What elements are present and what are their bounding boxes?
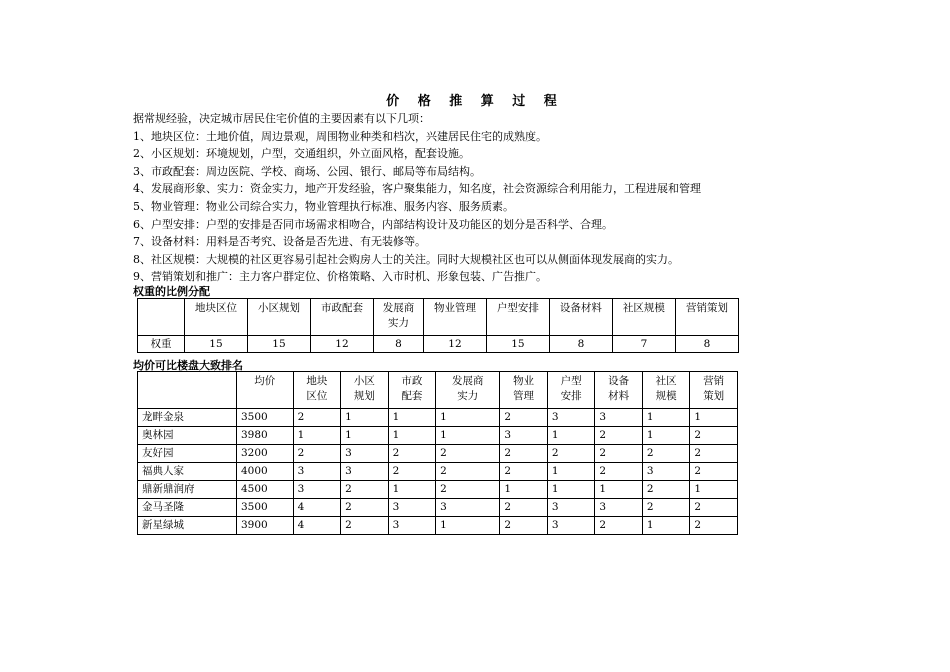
header-line: 社区	[655, 375, 677, 387]
factor-item: 8、社区规模：大规模的社区更容易引起社会购房人士的关注。同时大规模社区也可以从侧面体现发展商的实力。	[133, 252, 679, 266]
ranking-value-cell: 3	[341, 445, 389, 463]
header-line: 市政配套	[320, 302, 363, 314]
ranking-value-cell: 2	[500, 499, 548, 517]
ranking-value-cell: 1	[388, 481, 436, 499]
header-line: 区位	[306, 390, 328, 402]
ranking-value-cell: 1	[690, 481, 738, 499]
weights-value-cell: 15	[486, 336, 549, 353]
ranking-value-cell: 4	[293, 499, 341, 517]
ranking-header-cell	[237, 372, 294, 409]
ranking-value-cell: 2	[642, 499, 690, 517]
header-line: 设备	[608, 375, 630, 387]
ranking-value-cell: 3	[547, 499, 595, 517]
header-line: 物业管理	[433, 302, 476, 314]
factor-item: 1、地块区位：土地价值，周边景观，周围物业种类和档次，兴建居民住宅的成熟度。	[133, 129, 547, 143]
header-line: 小区规划	[257, 302, 300, 314]
header-line: 市政	[401, 375, 423, 387]
ranking-value-cell: 3	[341, 463, 389, 481]
ranking-header-cell	[341, 372, 389, 409]
ranking-value-cell: 1	[642, 517, 690, 535]
ranking-value-cell: 3	[388, 517, 436, 535]
document-title: 价 格 推 算 过 程	[386, 94, 564, 109]
ranking-header-cell	[642, 372, 690, 409]
factor-item: 5、物业管理：物业公司综合实力，物业管理执行标准、服务内容、服务质素。	[133, 199, 514, 213]
header-line: 策划	[703, 390, 725, 402]
header-line: 社区规模	[622, 302, 665, 314]
factor-item: 9、营销策划和推广：主力客户群定位、价格策略、入市时机、形象包装、广告推广。	[133, 270, 547, 284]
ranking-value-cell: 2	[595, 445, 643, 463]
table-row	[138, 499, 738, 517]
weights-value-cell: 15	[247, 336, 310, 353]
ranking-value-cell: 2	[500, 463, 548, 481]
ranking-value-cell: 1	[642, 427, 690, 445]
factor-item: 2、小区规划：环境规划，户型，交通组织，外立面风格，配套设施。	[133, 147, 470, 161]
project-name-cell: 新星绿城	[138, 517, 237, 535]
ranking-value-cell: 1	[595, 481, 643, 499]
ranking-value-cell: 2	[595, 427, 643, 445]
ranking-value-cell: 3	[642, 463, 690, 481]
weights-value-cell: 8	[675, 336, 738, 353]
ranking-section-title: 均价可比楼盘大致排名	[133, 359, 243, 372]
ranking-value-cell: 2	[388, 445, 436, 463]
weights-value-cell: 8	[549, 336, 612, 353]
project-name-cell: 龙畔金泉	[138, 409, 237, 427]
header-line: 设备材料	[559, 302, 602, 314]
weights-header-cell	[423, 299, 486, 336]
ranking-value-cell: 2	[690, 445, 738, 463]
ranking-value-cell: 3	[436, 499, 500, 517]
table-row	[138, 481, 738, 499]
table-row	[138, 409, 738, 427]
ranking-value-cell: 1	[436, 427, 500, 445]
ranking-value-cell: 2	[690, 517, 738, 535]
header-line: 物业	[513, 375, 535, 387]
factor-item: 7、设备材料：用料是否考究、设备是否先进、有无装修等。	[133, 235, 426, 249]
ranking-table	[137, 371, 738, 535]
header-line: 户型安排	[496, 302, 539, 314]
factor-item: 6、户型安排：户型的安排是否同市场需求相吻合，内部结构设计及功能区的划分是否科学、合理。	[133, 217, 613, 231]
ranking-value-cell: 1	[341, 409, 389, 427]
ranking-header-cell	[436, 372, 500, 409]
ranking-value-cell: 3980	[237, 427, 294, 445]
header-line: 规划	[353, 390, 375, 402]
ranking-value-cell: 3900	[237, 517, 294, 535]
weights-header-row	[138, 299, 739, 336]
weights-section-title: 权重的比例分配	[133, 285, 210, 298]
ranking-value-cell: 1	[436, 517, 500, 535]
ranking-header-cell	[388, 372, 436, 409]
ranking-value-cell: 2	[436, 463, 500, 481]
ranking-header-cell	[547, 372, 595, 409]
weights-header-cell	[247, 299, 310, 336]
header-line: 发展商	[382, 302, 415, 314]
weights-value-row	[138, 336, 739, 353]
ranking-value-cell: 3	[595, 409, 643, 427]
header-line: 营销	[703, 375, 725, 387]
weights-value-cell: 7	[612, 336, 675, 353]
ranking-value-cell: 4	[293, 517, 341, 535]
ranking-value-cell: 1	[642, 409, 690, 427]
factor-item: 4、发展商形象、实力：资金实力，地产开发经验，客户聚集能力，知名度，社会资源综合利用能力，工程进展和管理	[133, 182, 701, 196]
ranking-value-cell: 1	[293, 427, 341, 445]
ranking-value-cell: 1	[500, 481, 548, 499]
header-line: 实力	[457, 390, 479, 402]
factor-item: 3、市政配套：周边医院、学校、商场、公园、银行、邮局等布局结构。	[133, 164, 481, 178]
ranking-value-cell: 2	[341, 481, 389, 499]
ranking-value-cell: 3	[500, 427, 548, 445]
project-name-cell: 奥林园	[138, 427, 237, 445]
weights-header-cell	[310, 299, 373, 336]
ranking-value-cell: 2	[642, 481, 690, 499]
ranking-value-cell: 1	[341, 427, 389, 445]
weights-value-cell: 8	[373, 336, 423, 353]
ranking-value-cell: 2	[500, 409, 548, 427]
ranking-value-cell: 3500	[237, 499, 294, 517]
weights-row-label: 权重	[138, 336, 185, 353]
ranking-value-cell: 4000	[237, 463, 294, 481]
header-line: 地块	[306, 375, 328, 387]
weights-header-cell	[549, 299, 612, 336]
header-line: 材料	[608, 390, 630, 402]
ranking-value-cell: 2	[690, 427, 738, 445]
header-line: 户型	[560, 375, 582, 387]
ranking-value-cell: 2	[547, 445, 595, 463]
ranking-header-cell	[500, 372, 548, 409]
header-line: 发展商	[451, 375, 484, 387]
header-line: 规模	[655, 390, 677, 402]
ranking-header-cell	[690, 372, 738, 409]
table-row	[138, 463, 738, 481]
header-line: 管理	[513, 390, 535, 402]
ranking-corner-cell	[138, 372, 237, 409]
ranking-value-cell: 3	[293, 481, 341, 499]
weights-header-cell	[185, 299, 248, 336]
ranking-value-cell: 3	[547, 517, 595, 535]
project-name-cell: 友好园	[138, 445, 237, 463]
project-name-cell: 鼎新鼎润府	[138, 481, 237, 499]
ranking-header-cell	[293, 372, 341, 409]
ranking-value-cell: 1	[690, 409, 738, 427]
ranking-value-cell: 1	[436, 409, 500, 427]
ranking-value-cell: 2	[341, 499, 389, 517]
ranking-value-cell: 3200	[237, 445, 294, 463]
ranking-value-cell: 3	[388, 499, 436, 517]
header-line: 小区	[353, 375, 375, 387]
weights-table	[137, 298, 739, 353]
ranking-value-cell: 4500	[237, 481, 294, 499]
weights-header-cell	[675, 299, 738, 336]
header-line: 配套	[401, 390, 423, 402]
ranking-value-cell: 2	[500, 517, 548, 535]
weights-corner-cell	[138, 299, 185, 336]
ranking-value-cell: 3500	[237, 409, 294, 427]
header-line: 营销策划	[685, 302, 728, 314]
ranking-value-cell: 2	[293, 409, 341, 427]
ranking-value-cell: 1	[388, 409, 436, 427]
header-line: 地块区位	[194, 302, 237, 314]
header-line: 实力	[387, 317, 409, 329]
ranking-value-cell: 2	[341, 517, 389, 535]
ranking-value-cell: 2	[436, 481, 500, 499]
ranking-header-cell	[595, 372, 643, 409]
ranking-header-row	[138, 372, 738, 409]
weights-value-cell: 12	[423, 336, 486, 353]
weights-value-cell: 12	[310, 336, 373, 353]
ranking-value-cell: 1	[547, 463, 595, 481]
ranking-value-cell: 1	[388, 427, 436, 445]
ranking-value-cell: 2	[436, 445, 500, 463]
intro-text: 据常规经验，决定城市居民住宅价值的主要因素有以下几项：	[133, 112, 430, 125]
project-name-cell: 金马圣隆	[138, 499, 237, 517]
ranking-value-cell: 2	[595, 517, 643, 535]
project-name-cell: 福典人家	[138, 463, 237, 481]
ranking-value-cell: 1	[547, 481, 595, 499]
header-line: 安排	[560, 390, 582, 402]
weights-header-cell	[373, 299, 423, 336]
ranking-value-cell: 3	[595, 499, 643, 517]
ranking-value-cell: 2	[595, 463, 643, 481]
ranking-value-cell: 2	[293, 445, 341, 463]
ranking-value-cell: 2	[690, 463, 738, 481]
ranking-value-cell: 3	[293, 463, 341, 481]
table-row	[138, 445, 738, 463]
weights-header-cell	[612, 299, 675, 336]
weights-header-cell	[486, 299, 549, 336]
weights-value-cell: 15	[185, 336, 248, 353]
ranking-value-cell: 1	[547, 427, 595, 445]
header-line: 均价	[254, 375, 276, 387]
ranking-value-cell: 3	[547, 409, 595, 427]
table-row	[138, 427, 738, 445]
ranking-value-cell: 2	[500, 445, 548, 463]
ranking-value-cell: 2	[690, 499, 738, 517]
table-row	[138, 517, 738, 535]
factor-list	[133, 110, 853, 286]
ranking-value-cell: 2	[388, 463, 436, 481]
ranking-value-cell: 2	[642, 445, 690, 463]
